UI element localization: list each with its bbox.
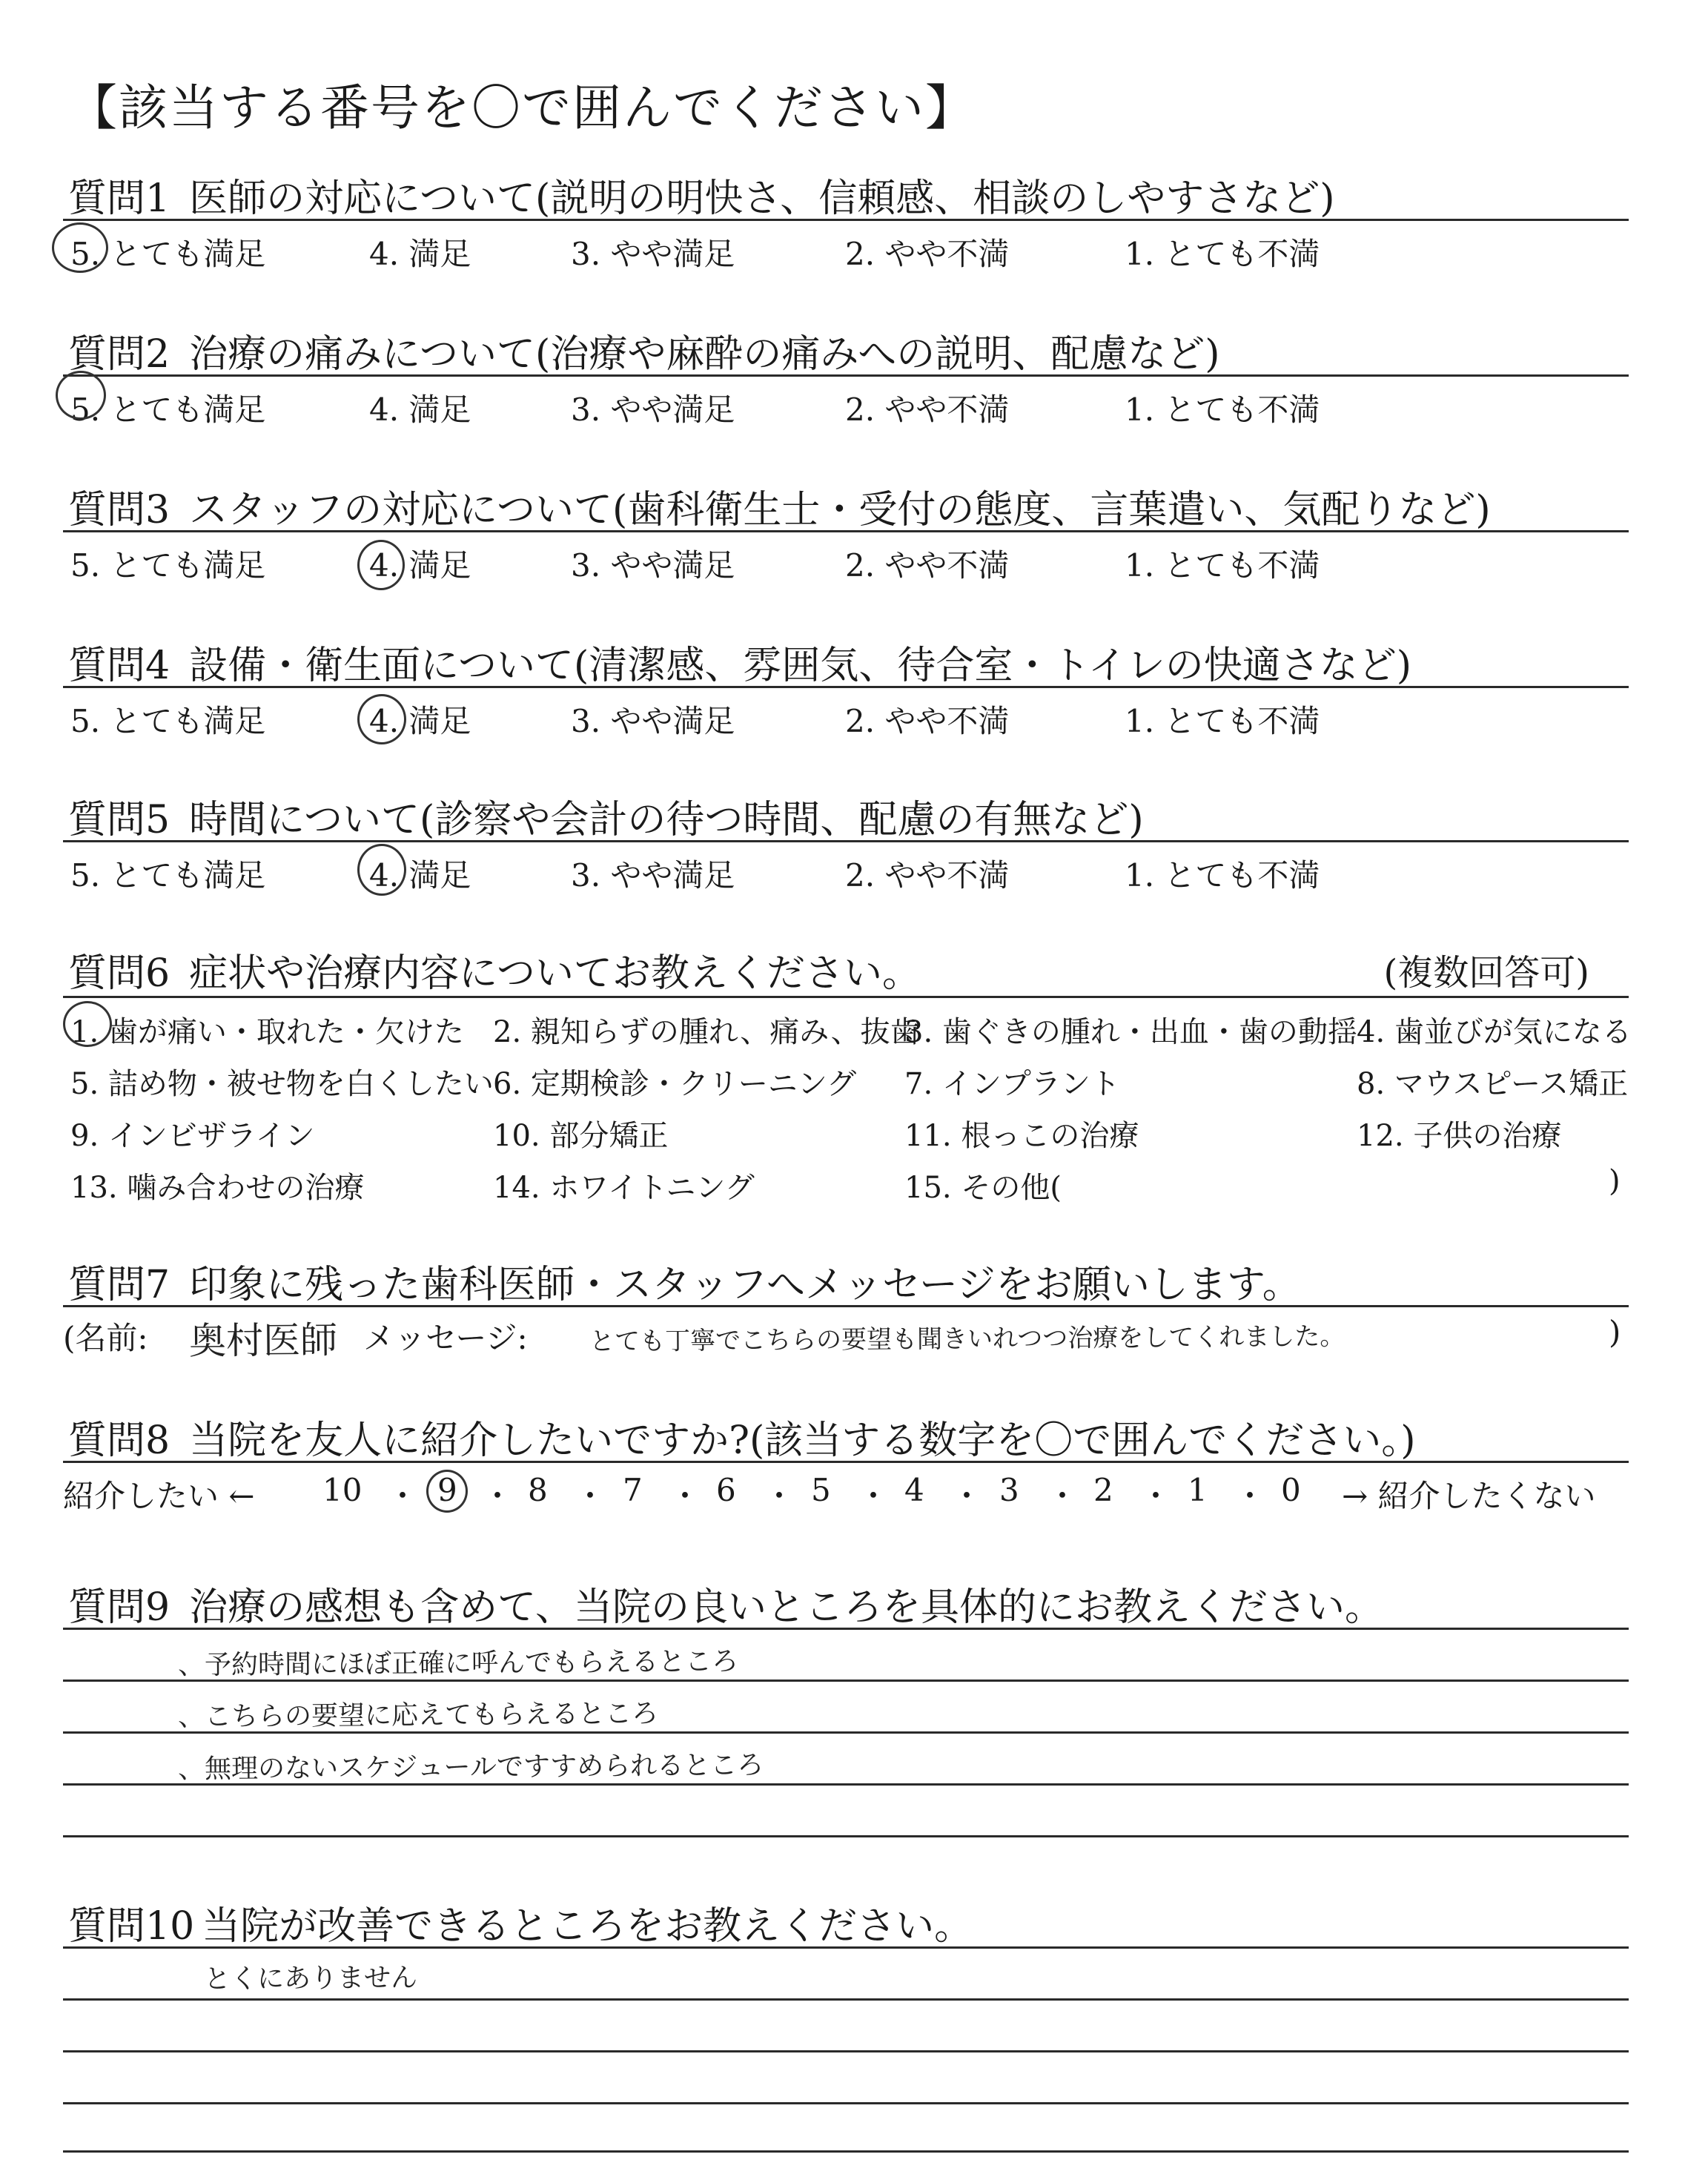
q8-scale-9[interactable]: 9: [437, 1472, 457, 1508]
q2-answer-circle: [56, 371, 106, 420]
q4-option-3[interactable]: 3. やや満足: [571, 703, 735, 739]
question-7-rule: [63, 1305, 1629, 1307]
q3-option-1[interactable]: 1. とても不満: [1125, 547, 1320, 584]
q8-separator: ・: [858, 1478, 890, 1514]
question-5-heading: [68, 788, 1144, 844]
question-1-rule: [63, 219, 1629, 221]
question-1-number: 質問1: [68, 176, 171, 221]
q8-scale-7[interactable]: 7: [623, 1472, 643, 1508]
question-5-text: 時間について(診察や会計の待つ時間、配慮の有無など): [189, 798, 1144, 842]
q3-option-5[interactable]: 5. とても満足: [70, 547, 266, 584]
q4-option-1[interactable]: 1. とても不満: [1125, 703, 1320, 739]
question-8-text: 当院を友人に紹介したいですか?(該当する数字を〇で囲んでください。): [189, 1418, 1416, 1463]
q9-line-1: [63, 1628, 1629, 1630]
q10-answer-1[interactable]: とくにありません: [203, 1962, 418, 1995]
question-4-heading: [68, 634, 1411, 690]
q8-left-label: 紹介したい ←: [63, 1478, 255, 1514]
question-6-number: 質問6: [68, 951, 171, 996]
form-title: 【該当する番号を〇で囲んでください】: [68, 79, 976, 136]
question-8-heading: [68, 1409, 1416, 1464]
q8-right-label: → 紹介したくない: [1342, 1478, 1596, 1514]
q8-scale-2[interactable]: 2: [1093, 1472, 1113, 1508]
q10-line-1: [63, 1946, 1629, 1949]
q1-option-2[interactable]: 2. やや不満: [845, 236, 1010, 272]
q8-separator: ・: [575, 1478, 606, 1514]
question-9-number: 質問9: [68, 1585, 171, 1630]
q1-option-4[interactable]: 4. 満足: [369, 236, 471, 272]
q1-option-3[interactable]: 3. やや満足: [571, 236, 735, 272]
q8-scale-0[interactable]: 0: [1281, 1472, 1301, 1508]
q2-option-3[interactable]: 3. やや満足: [571, 392, 735, 428]
q8-separator: ・: [764, 1478, 795, 1514]
q6-option-7[interactable]: 7. インプラント: [904, 1067, 1120, 1101]
q2-option-4[interactable]: 4. 満足: [369, 392, 471, 428]
q1-option-5[interactable]: 5. とても満足: [70, 236, 266, 272]
question-3-heading: [68, 478, 1491, 534]
question-3-rule: [63, 530, 1629, 532]
q6-option-9[interactable]: 9. インビザライン: [70, 1119, 315, 1153]
question-10-heading: [68, 1895, 973, 1950]
q2-option-2[interactable]: 2. やや不満: [845, 392, 1010, 428]
q5-option-2[interactable]: 2. やや不満: [845, 857, 1010, 894]
q7-name-handwritten[interactable]: 奥村医師: [188, 1318, 338, 1363]
question-2-number: 質問2: [68, 332, 171, 377]
q5-option-3[interactable]: 3. やや満足: [571, 857, 735, 894]
question-8-rule: [63, 1461, 1629, 1463]
question-2-text: 治療の痛みについて(治療や麻酔の痛みへの説明、配慮など): [189, 332, 1220, 377]
q6-option-12[interactable]: 12. 子供の治療: [1357, 1119, 1562, 1153]
q8-scale-3[interactable]: 3: [999, 1472, 1019, 1508]
q6-option-3[interactable]: 3. 歯ぐきの腫れ・出血・歯の動揺: [904, 1015, 1357, 1049]
q10-line-5: [63, 2150, 1629, 2153]
q4-option-2[interactable]: 2. やや不満: [845, 703, 1010, 739]
q8-scale-5[interactable]: 5: [811, 1472, 831, 1508]
q4-option-5[interactable]: 5. とても満足: [70, 703, 266, 739]
q6-option-2[interactable]: 2. 親知らずの腫れ、痛み、抜歯: [493, 1015, 920, 1049]
question-4-text: 設備・衛生面について(清潔感、雰囲気、待合室・トイレの快適さなど): [189, 644, 1412, 688]
q9-line-5: [63, 1835, 1629, 1837]
question-6-rule: [63, 996, 1629, 998]
q6-option-8[interactable]: 8. マウスピース矯正: [1357, 1067, 1629, 1101]
q4-answer-circle: [357, 694, 406, 744]
question-4-rule: [63, 686, 1629, 688]
q3-option-2[interactable]: 2. やや不満: [845, 547, 1010, 584]
q7-close-paren: ): [1609, 1314, 1621, 1350]
q3-option-4[interactable]: 4. 満足: [369, 547, 471, 584]
multiple-answers-note: (複数回答可): [1383, 952, 1589, 994]
q8-separator: ・: [1047, 1478, 1079, 1514]
q6-option-1[interactable]: 1. 歯が痛い・取れた・欠けた: [70, 1015, 464, 1049]
q6-option-10[interactable]: 10. 部分矯正: [493, 1119, 669, 1153]
q8-scale-8[interactable]: 8: [528, 1472, 548, 1508]
question-2-heading: [68, 323, 1220, 378]
q8-scale-10[interactable]: 10: [322, 1472, 363, 1508]
q6-option-11[interactable]: 11. 根っこの治療: [904, 1119, 1139, 1153]
q5-option-5[interactable]: 5. とても満足: [70, 857, 266, 894]
q8-answer-circle: [426, 1470, 468, 1513]
q3-answer-circle: [357, 540, 405, 590]
q9-answer-3[interactable]: 、無理のないスケジュールですすめられるところ: [177, 1750, 764, 1785]
question-2-rule: [63, 374, 1629, 377]
q8-separator: ・: [951, 1478, 983, 1514]
question-3-text: スタッフの対応について(歯科衛生士・受付の態度、言葉遣い、気配りなど): [189, 488, 1491, 532]
q8-scale-6[interactable]: 6: [716, 1472, 736, 1508]
q6-option-4[interactable]: 4. 歯並びが気になる: [1357, 1015, 1632, 1049]
question-4-number: 質問4: [68, 644, 171, 688]
q1-answer-circle: [52, 222, 108, 273]
q2-option-1[interactable]: 1. とても不満: [1125, 392, 1320, 428]
q7-message-label: メッセージ:: [363, 1320, 528, 1356]
q6-option-13[interactable]: 13. 噛み合わせの治療: [70, 1171, 365, 1205]
q6-option-6[interactable]: 6. 定期検診・クリーニング: [493, 1067, 857, 1101]
question-7-text: 印象に残った歯科医師・スタッフへメッセージをお願いします。: [189, 1263, 1301, 1307]
question-1-text: 医師の対応について(説明の明快さ、信頼感、相談のしやすさなど): [189, 176, 1335, 221]
q10-line-2: [63, 1998, 1629, 2001]
question-9-text: 治療の感想も含めて、当院の良いところを具体的にお教えください。: [189, 1585, 1384, 1630]
q4-option-4[interactable]: 4. 満足: [369, 703, 471, 739]
question-5-number: 質問5: [68, 798, 171, 842]
q10-line-4: [63, 2102, 1629, 2104]
question-7-number: 質問7: [68, 1263, 171, 1307]
q8-separator: ・: [387, 1478, 419, 1514]
q7-message-handwritten[interactable]: とても丁寧でこちらの要望も聞きいれつつ治療をしてくれました。: [589, 1321, 1345, 1357]
question-9-heading: [68, 1576, 1383, 1631]
question-10-text: 当院が改善できるところをお教えください。: [202, 1904, 973, 1949]
question-10-number: 質問10: [68, 1904, 195, 1949]
question-1-heading: [68, 167, 1335, 222]
question-8-number: 質問8: [68, 1418, 171, 1463]
q10-line-3: [63, 2050, 1629, 2052]
q6-option-14[interactable]: 14. ホワイトニング: [493, 1171, 755, 1205]
q8-scale-1[interactable]: 1: [1188, 1472, 1208, 1508]
question-6-heading: [68, 942, 921, 997]
question-3-number: 質問3: [68, 488, 171, 532]
q9-answer-2[interactable]: 、こちらの要望に応えてもらえるところ: [177, 1698, 659, 1733]
q8-separator: ・: [1140, 1478, 1172, 1514]
q5-option-1[interactable]: 1. とても不満: [1125, 857, 1320, 894]
q6-option-5[interactable]: 5. 詰め物・被せ物を白くしたい: [70, 1067, 494, 1101]
q9-answer-1[interactable]: 、予約時間にほぼ正確に呼んでもらえるところ: [177, 1646, 739, 1681]
question-7-heading: [68, 1253, 1301, 1309]
q8-separator: ・: [482, 1478, 514, 1514]
question-6-text: 症状や治療内容についてお教えください。: [189, 951, 921, 996]
q7-name-label: (名前:: [63, 1320, 148, 1356]
q1-option-1[interactable]: 1. とても不満: [1125, 236, 1320, 272]
q6-answer-circle: [63, 1001, 112, 1047]
q6-option-15[interactable]: 15. その他(: [904, 1171, 1062, 1205]
q3-option-3[interactable]: 3. やや満足: [571, 547, 735, 584]
q6-other-close-paren: ): [1609, 1164, 1621, 1198]
q8-separator: ・: [669, 1478, 701, 1514]
q5-answer-circle: [357, 844, 406, 896]
q8-scale-4[interactable]: 4: [904, 1472, 924, 1508]
question-5-rule: [63, 840, 1629, 842]
q5-option-4[interactable]: 4. 満足: [369, 857, 471, 894]
q2-option-5[interactable]: 5. とても満足: [70, 392, 266, 428]
q8-separator: ・: [1234, 1478, 1266, 1514]
